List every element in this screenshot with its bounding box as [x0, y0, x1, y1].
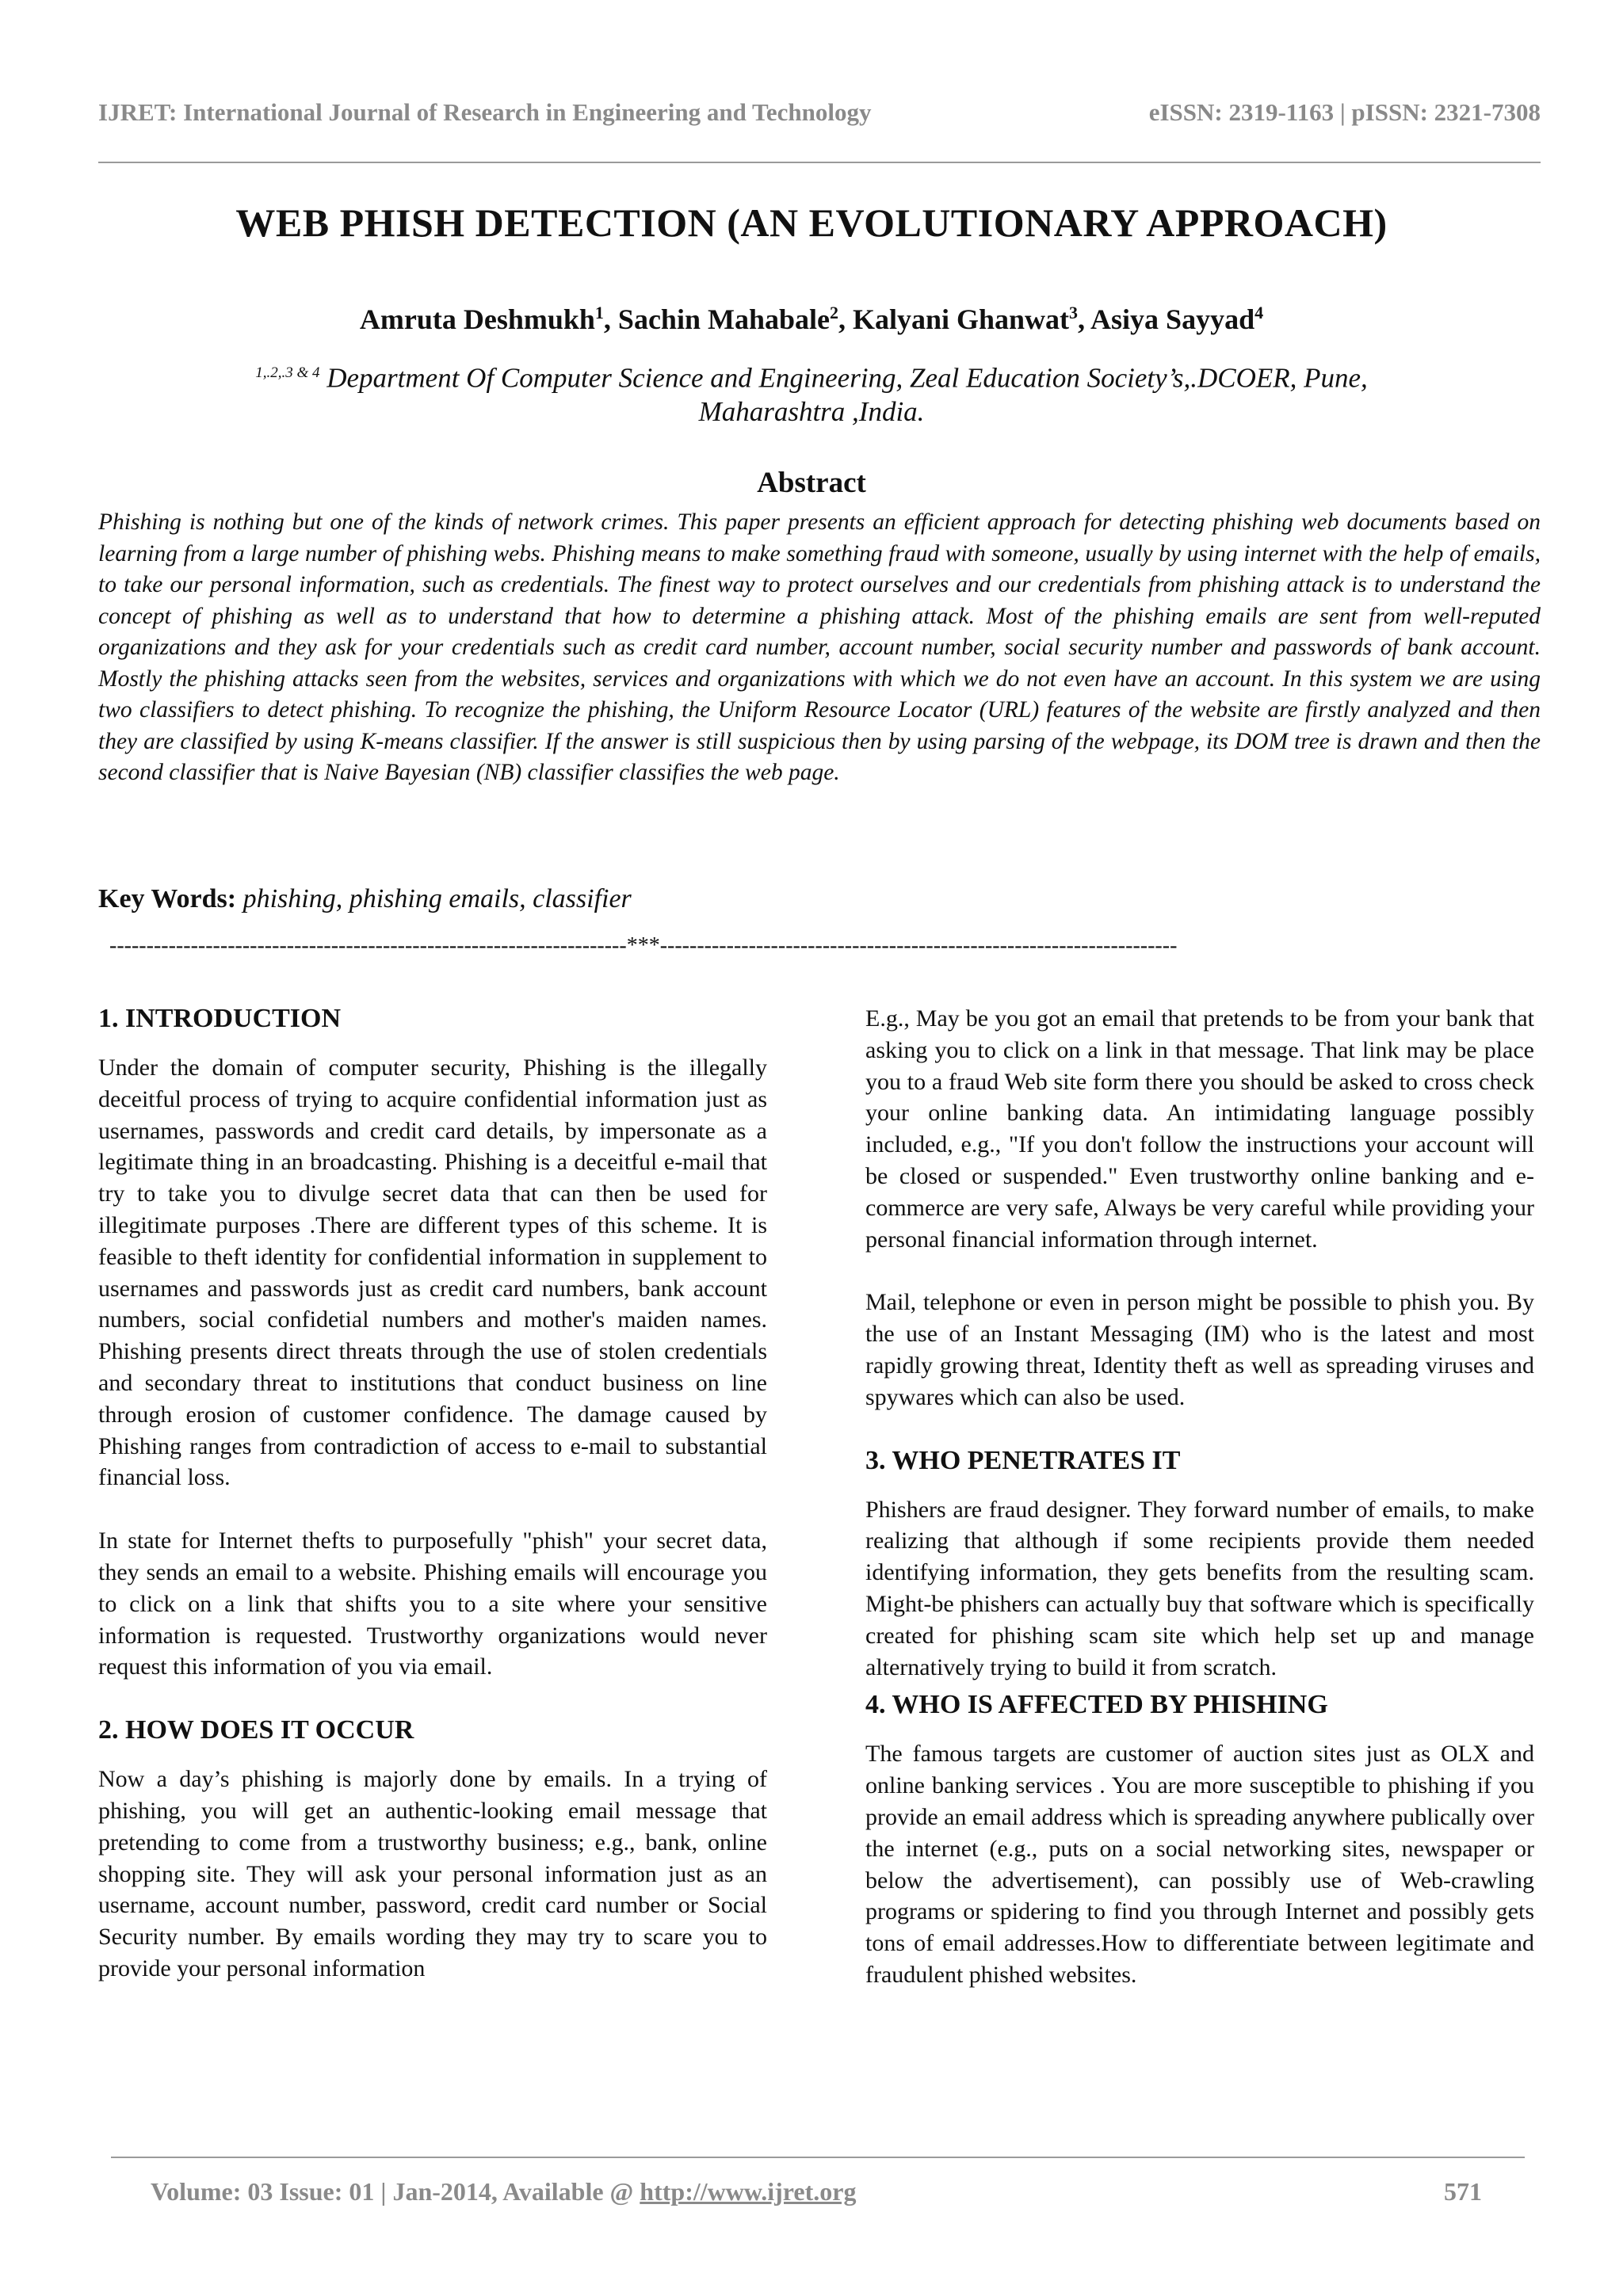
abstract-text: Phishing is nothing but one of the kinds of network crimes. This paper presents an efficient approach for detecting phishing web documents based on learning from a large number of phishing webs. Phishing means to make something fraud with someone, usually by using internet with the help of emails, to take our personal information, such as credentials. The finest way to protect ourselves and our credentials from phishing attack is to understand the concept of phishing as well as to understand that how to determine a phishing attack. Most of the phishing emails are sent from well-reputed organizations and they ask for your credentials such as credit card number, account number, social security number and passwords of bank account. Mostly the phishing attacks seen from the websites, services and organizations with which we do not even have an account. In this system we are using two classifiers to detect phishing. To recognize the phishing, the Uniform Resource Locator (URL) features of the website are firstly analyzed and then they are classified by using K-means classifier. If the answer is still suspicious then by using parsing of the webpage, its DOM tree is drawn and then the second classifier that is Naive Bayesian (NB) classifier classifies the web page. — [98, 509, 1541, 785]
author-name: Kalyani Ghanwat — [852, 303, 1070, 335]
author-list — [0, 303, 1623, 336]
section-heading: 1. INTRODUCTION — [98, 1004, 342, 1033]
author-sep: , — [1078, 303, 1091, 335]
running-header — [98, 98, 1541, 130]
section-heading: 4. WHO IS AFFECTED BY PHISHING — [865, 1690, 1328, 1720]
keywords-label: Key Words: — [98, 884, 237, 913]
abstract-heading: Abstract — [757, 467, 866, 499]
paragraph: Now a day’s phishing is majorly done by emails. In a trying of phishing, you will get an authentic-looking email message that pretending to come from a trustworthy business; e.g., bank, online shopping site. They will ask your personal information just as an username, account number, password, credit card number or Social Security number. By emails wording they may try to scare you to provide your personal information — [98, 1766, 767, 1981]
keywords — [98, 884, 632, 914]
journal-name: IJRET: International Journal of Research in Engineering and Technology — [98, 98, 872, 126]
paragraph: E.g., May be you got an email that pretends to be from your bank that asking you to click on a link in that message. That link may be place you to a fraud Web site form there you should be asked to cross check your online banking data. An intimidating language possibly included, e.g., "If you don't follow the instructions your account will be closed or suspended." Even trustworthy online banking and e-commerce are very safe, Always be very careful while providing your personal financial information through internet. — [865, 1005, 1534, 1253]
footer-volume-text: Volume: 03 Issue: 01 | Jan-2014, Available @ — [151, 2177, 640, 2206]
section-heading: 2. HOW DOES IT OCCUR — [98, 1715, 414, 1745]
author-sup: 2 — [829, 303, 838, 322]
paragraph: Under the domain of computer security, Phishing is the illegally deceitful process of trying to acquire confidential information just as usernames, passwords and credit card details, by impersonate as a legitimate thing in an broadcasting. Phishing is a deceitful e-mail that try to take you to divulge secret data that can then be used for illegitimate purposes .There are different types of this scheme. It is feasible to theft identity for confidential information in supplement to usernames and passwords just as credit card numbers, bank account numbers, social confidetial numbers and mother's maiden names. Phishing presents direct threats through the use of stolen credentials and secondary threat to institutions that conduct business on line through erosion of customer confidence. The damage caused by Phishing ranges from contradiction of access to e-mail to substantial financial loss. — [98, 1055, 767, 1491]
header-rule — [98, 162, 1541, 163]
keywords-text: phishing, phishing emails, classifier — [236, 884, 632, 913]
author-sup: 1 — [594, 303, 604, 322]
author-name: Asiya Sayyad — [1090, 303, 1255, 335]
left-column — [98, 1003, 767, 2016]
author-sup: 3 — [1069, 303, 1079, 322]
author-sep: , — [603, 303, 618, 335]
author-sup: 4 — [1254, 303, 1264, 322]
footer-volume — [151, 2177, 856, 2206]
paragraph: The famous targets are customer of auction sites just as OLX and online banking services . You are more susceptible to phishing if you provide an email address which is spreading anywhere publically over the internet (e.g., puts on a social networking sites, newspaper or below the advertisement), can possibly use of Web-crawling programs or spidering to find you through Internet and possibly gets tons of email addresses.How to differentiate between legitimate and fraudulent phished websites. — [865, 1741, 1534, 1988]
journal-link[interactable]: http://www.ijret.org — [640, 2177, 857, 2206]
paragraph: Mail, telephone or even in person might be possible to phish you. By the use of an Instant Messaging (IM) who is the latest and most rapidly growing threat, Identity theft as well as spreading viruses and spywares which can also be used. — [865, 1289, 1534, 1410]
paragraph: In state for Internet thefts to purposefully "phish" your secret data, they sends an email to a website. Phishing emails will encourage you to click on a link that shifts you to a site where your sensitive information is requested. Trustworthy organizations would never request this information of you via email. — [98, 1527, 767, 1680]
footer-rule — [111, 2157, 1525, 2158]
issn: eISSN: 2319-1163 | pISSN: 2321-7308 — [1148, 98, 1541, 126]
right-column — [865, 1003, 1534, 2023]
page-number: 571 — [1444, 2177, 1482, 2206]
affiliation-text: Department Of Computer Science and Engineering, Zeal Education Society’s,.DCOER, Pune, Maharashtra ,India. — [319, 362, 1368, 427]
paragraph: Phishers are fraud designer. They forward number of emails, to make realizing that although if some recipients provide them needed identifying information, they gets benefits from the resulting scam. Might-be phishers can actually buy that software which is specifically created for phishing scam site which help set up and manage alternatively trying to build it from scratch. — [865, 1496, 1534, 1680]
author-name: Sachin Mahabale — [617, 303, 830, 335]
section-separator: ----------------------------------------------------------------------***---------------------------------------------------------------------- — [109, 933, 1178, 958]
affiliation — [190, 357, 1433, 429]
author-sep: , — [838, 303, 853, 335]
author-name: Amruta Deshmukh — [359, 303, 595, 335]
affiliation-sup: 1,.2,.3 & 4 — [255, 364, 320, 381]
paper-title: WEB PHISH DETECTION (AN EVOLUTIONARY APPROACH) — [235, 200, 1388, 245]
section-heading: 3. WHO PENETRATES IT — [865, 1445, 1181, 1475]
